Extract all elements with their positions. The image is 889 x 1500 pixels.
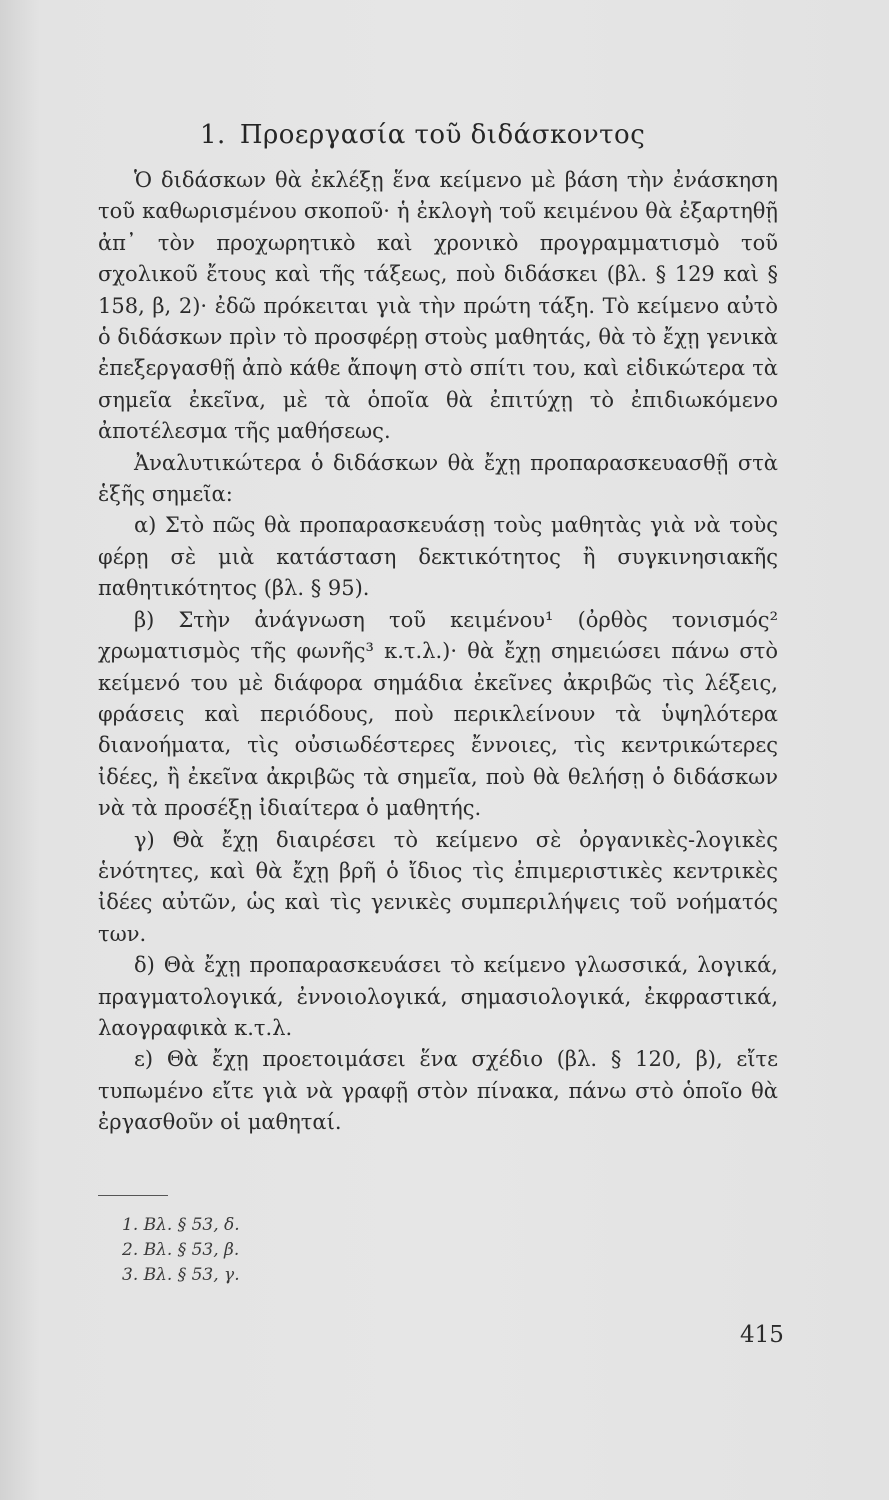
paragraph-analysis: Ἀναλυτικώτερα ὁ διδάσκων θὰ ἔχῃ προπαρασκευασθῇ στὰ ἑξῆς σημεῖα: xyxy=(98,450,778,507)
footnote: 3. Βλ. § 53, γ. xyxy=(122,1265,240,1285)
footnote: 1. Βλ. § 53, δ. xyxy=(122,1215,240,1235)
section-number: 1. xyxy=(200,120,226,150)
paragraph-item-a: α) Στὸ πῶς θὰ προπαρασκευάσῃ τοὺς μαθητὰς γιὰ νὰ τοὺς φέρῃ σὲ μιὰ κατάσταση δεκτικότητος ἢ συγκινησιακῆς παθητικότητος (βλ. § 95). xyxy=(98,513,778,601)
paragraph-item-b: β) Στὴν ἀνάγνωση τοῦ κειμένου¹ (ὀρθὸς τονισμός² χρωματισμὸς τῆς φωνῆς³ κ.τ.λ.)· θὰ ἔχῃ σημειώσει πάνω στὸ κείμενό του μὲ διάφορα σημάδια ἐκεῖνες ἀκριβῶς τὶς λέξεις, φράσεις καὶ περιόδους, ποὺ περικλείνουν τὰ ὑψηλότερα διανοήματα, τὶς οὐσιωδέστερες ἔννοιες, τὶς κεντρικώτερες ἰδέες, ἢ ἐκεῖνα ἀκριβῶς τὰ σημεῖα, ποὺ θὰ θελήσῃ ὁ διδάσκων νὰ τὰ προσέξῃ ἰδιαίτερα ὁ μαθητής. xyxy=(98,607,778,821)
footnotes xyxy=(122,1213,240,1288)
footnote: 2. Βλ. § 53, β. xyxy=(122,1240,240,1260)
section-heading xyxy=(200,120,645,150)
body-text xyxy=(98,165,778,1139)
footnote-divider xyxy=(98,1195,168,1196)
paragraph-item-e: ε) Θὰ ἔχῃ προετοιμάσει ἕνα σχέδιο (βλ. § 120, β), εἴτε τυπωμένο εἴτε γιὰ νὰ γραφῇ στὸν πίνακα, πάνω στὸ ὁποῖο θὰ ἐργασθοῦν οἱ μαθηταί. xyxy=(98,1047,778,1135)
paragraph-item-c: γ) Θὰ ἔχῃ διαιρέσει τὸ κείμενο σὲ ὀργανικὲς-λογικὲς ἑνότητες, καὶ θὰ ἔχῃ βρῆ ὁ ἴδιος τὶς ἐπιμεριστικὲς κεντρικὲς ἰδέες αὐτῶν, ὡς καὶ τὶς γενικὲς συμπεριλήψεις τοῦ νοήματός των. xyxy=(98,827,778,946)
paragraph-item-d: δ) Θὰ ἔχῃ προπαρασκευάσει τὸ κείμενο γλωσσικά, λογικά, πραγματολογικά, ἐννοιολογικά, σημασιολογικά, ἐκφραστικά, λαογραφικὰ κ.τ.λ. xyxy=(98,953,778,1040)
page-number: 415 xyxy=(740,1322,784,1348)
paragraph-intro: Ὁ διδάσκων θὰ ἐκλέξῃ ἕνα κείμενο μὲ βάση τὴν ἐνάσκηση τοῦ καθωρισμένου σκοποῦ· ἡ ἐκλογὴ τοῦ κειμένου θὰ ἐξαρτηθῇ ἀπ᾿ τὸν προχωρητικὸ καὶ χρονικὸ προγραμματισμὸ τοῦ σχολικοῦ ἔτους καὶ τῆς τάξεως, ποὺ διδάσκει (βλ. § 129 καὶ § 158, β, 2)· ἐδῶ πρόκειται γιὰ τὴν πρώτη τάξη. Τὸ κείμενο αὐτὸ ὁ διδάσκων πρὶν τὸ προσφέρῃ στοὺς μαθητάς, θὰ τὸ ἔχῃ γενικὰ ἐπεξεργασθῇ ἀπὸ κάθε ἄποψη στὸ σπίτι του, καὶ εἰδικώτερα τὰ σημεῖα ἐκεῖνα, μὲ τὰ ὁποῖα θὰ ἐπιτύχῃ τὸ ἐπιδιωκόμενο ἀποτέλεσμα τῆς μαθήσεως. xyxy=(98,168,778,444)
section-title: Προεργασία τοῦ διδάσκοντος xyxy=(239,120,646,150)
